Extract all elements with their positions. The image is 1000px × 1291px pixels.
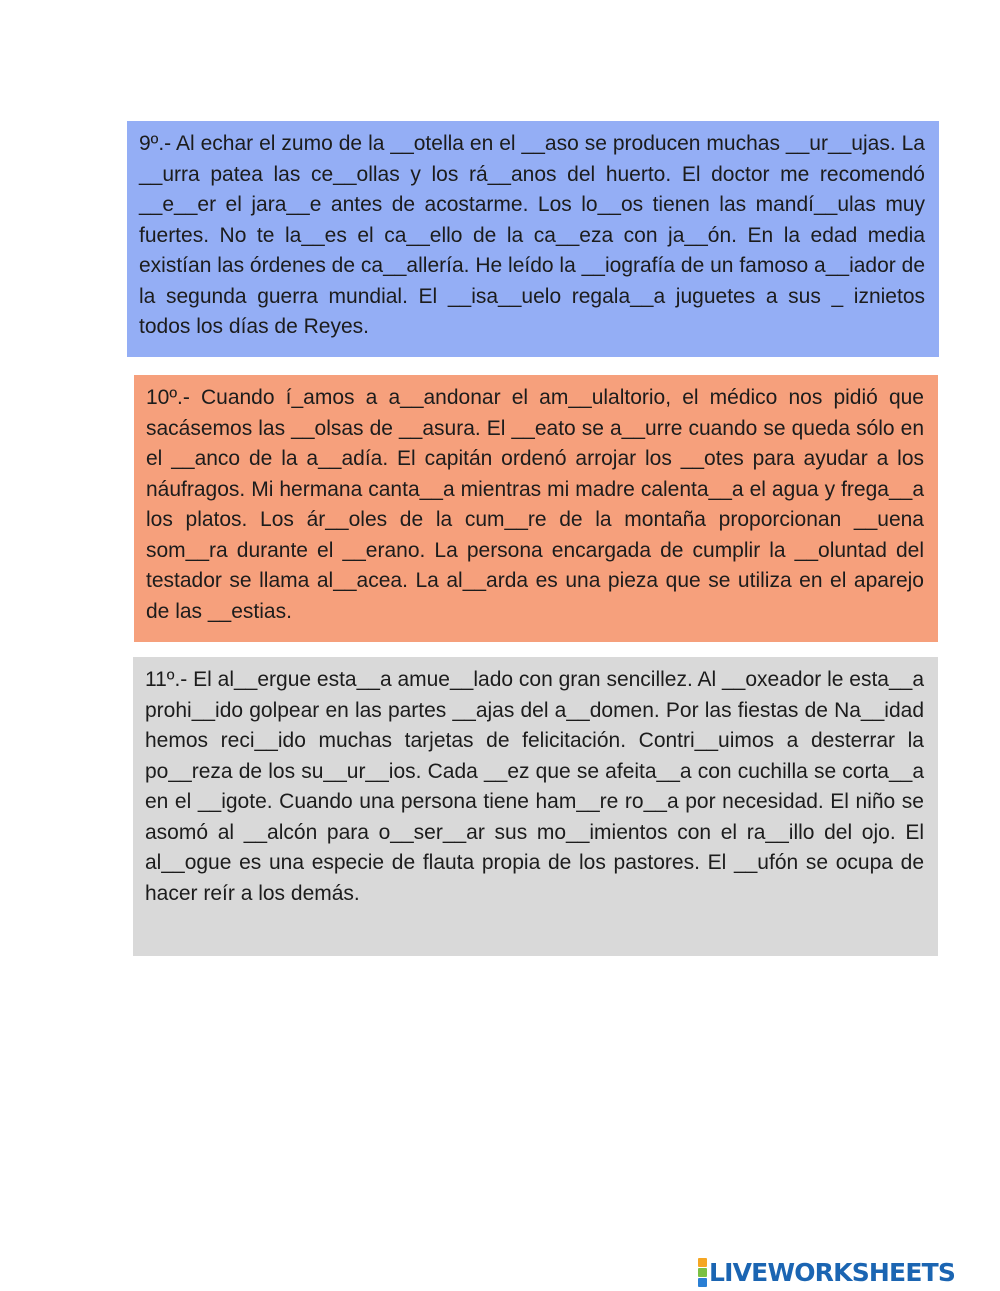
logo-block-orange [698,1258,707,1267]
exercise-10-text: 10º.- Cuando í_amos a a__andonar el am__ulaltorio, el médico nos pidió que sacásemos las __olsas de __asura. El __eato se a__urre cuando se queda sólo en el __anco de la a__adía. El capitán ordenó arrojar los __otes para ayudar a los náufragos. Mi hermana canta__a mientras mi madre calenta__a el agua y frega__a los platos. Los ár__oles de la cum__re de la montaña proporcionan __uena som__ra durante el __erano. La persona encargada de cumplir la __oluntad del testador se llama al__acea. La al__arda es una pieza que se utiliza en el aparejo de las __estias. [146,386,924,623]
liveworksheets-logo-text: LIVEWORKSHEETS [709,1257,956,1287]
logo-block-blue [698,1278,707,1287]
exercise-9-text: 9º.- Al echar el zumo de la __otella en el __aso se producen muchas __ur__ujas. La __urra patea las ce__ollas y los rá__anos del huerto. El doctor me recomendó __e__er el jara__e antes de acostarme. Los lo__os tienen las mandí__ulas muy fuertes. No te la__es el ca__ello de la ca__eza con ja__ón. En la edad media existían las órdenes de ca__allería. He leído la __iografía de un famoso a__iador de la segunda guerra mundial. El __isa__uelo regala__a juguetes a sus _ iznietos todos los días de Reyes. [139,132,925,338]
liveworksheets-logo [698,1255,955,1289]
logo-block-green [698,1268,707,1277]
exercise-10-panel [134,375,938,642]
exercise-9-panel [127,121,939,357]
exercise-11-panel [133,657,938,956]
exercise-11-text: 11º.- El al__ergue esta__a amue__lado con gran sencillez. Al __oxeador le esta__a prohi__ido golpear en las partes __ajas del a__domen. Por las fiestas de Na__idad hemos reci__ido muchas tarjetas de felicitación. Contri__uimos a desterrar la po__reza de los su__ur__ios. Cada __ez que se afeita__a con cuchilla se corta__a en el __igote. Cuando una persona tiene ham__re ro__a por necesidad. El niño se asomó al __alcón para o__ser__ar sus mo__imientos con el ra__illo del ojo. El al__ogue es una especie de flauta propia de los pastores. El __ufón se ocupa de hacer reír a los demás. [145,668,924,905]
liveworksheets-logo-icon [698,1258,707,1287]
